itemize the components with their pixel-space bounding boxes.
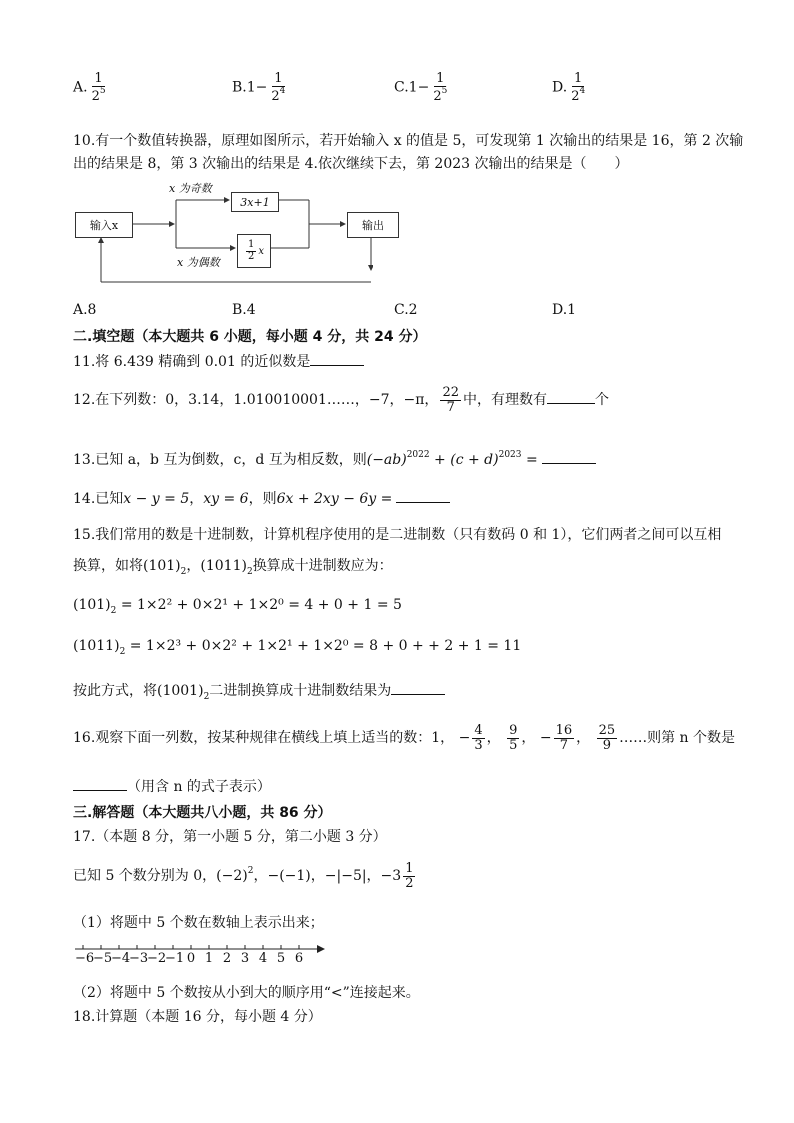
q9-option-d [552,72,589,103]
denominator-exponent: 5 [99,85,106,96]
q15-separator: ， [186,558,201,574]
q14-text: 14.已知 [73,491,124,507]
output-label: 输出 [362,219,384,232]
fraction-denominator: 5 [509,737,518,753]
option-label: C. [394,79,409,96]
q14-expr: 6x + 2xy − 6y = [276,491,393,507]
q16-text: 16.观察下面一列数，按某种规律在横线上填上适当的数：1， [73,730,455,747]
input-label: 输入x [89,219,119,232]
q15-line2-text: 换算，如将 [73,558,143,574]
q15-ask-text: 按此方式，将 [73,683,157,699]
q14-cond1: x − y = 5 [123,491,190,507]
answer-blank [547,391,595,404]
q14-sep: ， [189,491,204,507]
number-line-tick-label: 3 [240,951,250,966]
q14-cond2: xy = 6 [203,491,249,507]
q16-suffix: ……则第 n 个数是 [619,730,736,747]
q10-option-d: D.1 [552,302,577,318]
odd-operation: 3x+1 [240,195,270,209]
denominator-exponent: 5 [441,85,448,96]
binary-number: (1001) [157,683,204,699]
q10-line1: 10.有一个数值转换器，原理如图所示，若开始输入 x 的值是 5，可发现第 1 次输出的结果是 16，第 2 次输 [73,133,744,149]
answer-blank [396,490,450,503]
q18-title: 18.计算题（本题 16 分，每小题 4 分） [73,1009,322,1025]
option-fraction [431,72,449,103]
number-line [73,940,333,970]
q15-line2 [73,555,393,577]
option-fraction [90,72,108,103]
q17-part1: （1）将题中 5 个数在数轴上表示出来； [73,915,324,931]
even-operation-box [237,234,271,268]
number-line-tick-label: 5 [276,951,286,966]
fraction-numerator: 16 [555,723,573,738]
answer-blank [542,451,596,464]
fraction-denominator [569,87,587,104]
q12-fraction [440,386,461,414]
q16-line2-text: （用含 n 的式子表示） [127,779,271,795]
number-line-tick-label: −2 [147,951,167,966]
fraction-denominator [90,87,108,104]
fraction-numerator: 1 [94,71,103,86]
fraction-denominator: 2 [405,875,414,891]
fraction-denominator: 7 [559,737,568,753]
q15-ask-tail: 二进制换算成十进制数结果为 [209,683,392,699]
q12-unit: 个 [594,392,609,409]
denominator-base: 2 [571,88,580,104]
q16-line2 [73,776,271,796]
binary-number: (101) [143,558,181,574]
q15-equation2 [73,638,521,657]
denominator-base: 2 [91,88,100,104]
number-line-tick-label: −3 [129,951,149,966]
q9-option-a [73,72,110,103]
binary-number: (1011) [73,638,120,654]
q17-given-text: 已知 5 个数分别为 0， [73,868,217,885]
option-prefix: 1− [246,79,268,96]
q15-line2-tail: 换算成十进制数应为： [252,558,393,574]
fraction-denominator [269,87,287,104]
option-label: D. [552,79,568,96]
odd-branch-label: x 为奇数 [169,182,212,195]
equation-rhs: = 1×2³ + 0×2² + 1×2¹ + 1×2⁰ = 8 + 0 + + 2 + 1 = 11 [125,638,522,654]
q13-expr2: (c + d) [450,452,499,468]
fraction-numerator: 1 [247,239,255,250]
answer-blank [73,778,127,791]
number-line-labels [73,951,333,967]
fraction-denominator: 2 [247,250,255,262]
number-line-ticks [83,945,299,949]
converter-diagram [73,178,384,290]
q17-number: (−2) [216,868,248,885]
q13-exp1: 2022 [406,450,430,460]
denominator-exponent: 4 [579,85,586,96]
fraction-numerator: 22 [442,385,459,400]
q13-text: 13.已知 a，b 互为倒数，c，d 互为相反数，则 [73,452,367,468]
fraction-numerator: 4 [474,723,483,738]
denominator-exponent: 4 [279,85,286,96]
input-box [75,212,133,238]
q14-mid: ，则 [248,491,277,507]
q10-option-a: A.8 [73,302,97,318]
q9-option-b [232,72,289,103]
even-branch-label: x 为偶数 [177,256,220,269]
q13-equals: = [521,452,538,468]
q15-equation1 [73,597,402,616]
option-prefix: 1− [408,79,430,96]
option-label: B. [232,79,247,96]
number-line-tick-label: 6 [294,951,304,966]
q15-question [73,680,445,702]
output-box [347,212,399,238]
number-line-tick-label: −6 [75,951,95,966]
number-line-tick-label: 1 [204,951,214,966]
q16-line1: 16.观察下面一列数，按某种规律在横线上填上适当的数：1， − $\frac{4}{3}$ ， $\frac{9}{5}$ ， − $\frac{16}{7}$ ， $\frac{25}{9}$ ……则第 n 个数是 [73,723,736,753]
fraction-numerator: 9 [509,723,518,738]
denominator-base: 2 [433,88,442,104]
q13-plus: + [429,452,451,468]
q11-text: 11.将 6.439 精确到 0.01 的近似数是 [73,354,311,370]
fraction-numerator: 1 [436,71,445,86]
fraction-numerator: 1 [274,71,283,86]
fraction-denominator [431,87,449,104]
fraction-denominator: 3 [474,737,483,753]
number-line-tick-label: 4 [258,951,268,966]
q12-text: 12.在下列数：0，3.14，1.010010001……，−7，−π， [73,392,439,409]
fraction-numerator: 1 [574,71,583,86]
sequence-fraction [597,724,618,752]
denominator-base: 2 [271,88,280,104]
base-subscript: 2 [246,567,253,577]
q17-exponent: 2 [247,866,254,877]
number-line-tick-label: −1 [165,951,185,966]
section3-heading: 三.解答题（本大题共八小题，共 86 分） [73,805,332,821]
section2-heading: 二.填空题（本大题共 6 小题，每小题 4 分，共 24 分） [73,329,427,345]
even-fraction [246,240,256,262]
q17-title: 17.（本题 8 分，第一小题 5 分，第二小题 3 分） [73,829,387,845]
even-variable: x [258,245,264,257]
option-fraction [569,72,587,103]
number-line-tick-label: 0 [186,951,196,966]
fraction-numerator: 25 [598,723,616,738]
sequence-fraction [554,724,575,752]
base-subscript: 2 [180,567,187,577]
q13-expr1: (−ab) [366,452,407,468]
q9-option-c [394,72,451,103]
equation-rhs: = 1×2² + 0×2¹ + 1×2⁰ = 4 + 0 + 1 = 5 [116,597,402,613]
sequence-fraction [472,724,484,752]
q10-option-b: B.4 [232,302,256,318]
fraction-sign: − [539,730,552,747]
binary-number: (1011) [200,558,247,574]
binary-number: (101) [73,597,111,613]
base-subscript: 2 [203,692,210,702]
sequence-fraction [507,724,519,752]
number-line-tick-label: 2 [222,951,232,966]
answer-blank [391,682,445,695]
q13-exp2: 2023 [498,450,522,460]
base-subscript: 2 [119,647,126,657]
fraction-sign: − [458,730,471,747]
q12-tail: 中，有理数有 [462,392,547,409]
base-subscript: 2 [110,606,117,616]
q15-line1: 15.我们常用的数是十进制数，计算机程序使用的是二进制数（只有数码 0 和 1），它们两者之间可以互相 [73,527,722,543]
q17-numbers: ，−(−1)，−|−5|，−3 [253,868,402,885]
mixed-fraction [403,862,415,890]
q17-part2: （2）将题中 5 个数按从小到大的顺序用“<”连接起来。 [73,985,420,1001]
fraction-numerator: 1 [405,861,414,876]
q14 [73,488,450,508]
q10-line2: 出的结果是 8，第 3 次输出的结果是 4.依次继续下去，第 2023 次输出的结果是（ ） [73,156,629,172]
odd-operation-box [231,192,279,212]
number-line-tick-label: −4 [111,951,131,966]
option-fraction [269,72,287,103]
q12 [73,386,609,414]
q11 [73,351,364,371]
fraction-denominator: 7 [446,399,455,415]
q10-option-c: C.2 [394,302,418,318]
fraction-denominator: 9 [602,737,611,753]
q17-given [73,862,417,890]
option-label: A. [73,79,88,96]
answer-blank [310,353,364,366]
q13 [73,449,596,469]
number-line-tick-label: −5 [93,951,113,966]
